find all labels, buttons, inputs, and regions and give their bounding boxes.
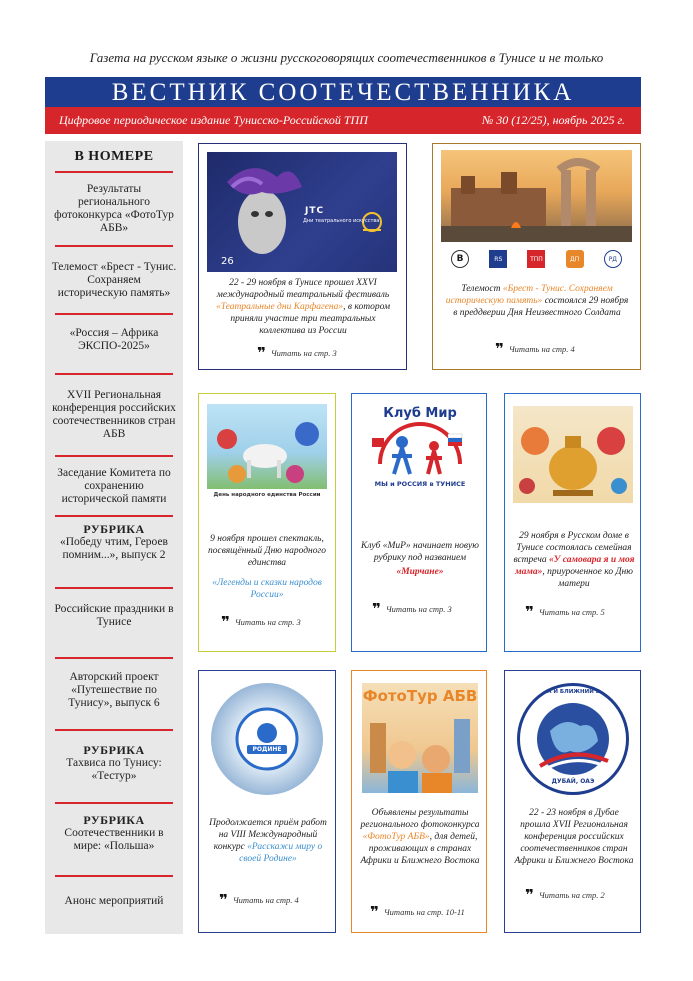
- divider: [55, 802, 173, 804]
- partner-logo: РД: [604, 250, 622, 268]
- contents-title: В НОМЕРЕ: [74, 149, 154, 164]
- article-card-dubai[interactable]: [504, 670, 641, 933]
- tagline: Газета на русском языке о жизни русскоговорящих соотечественников в Тунисе и не только: [89, 50, 604, 65]
- illustration-label: День народного единства России: [207, 489, 327, 501]
- quote-icon: ❞: [219, 891, 228, 909]
- brest-fortress-image: [441, 150, 632, 242]
- article-caption: 22 - 23 ноября в Дубае прошла XVII Региональная конференция российских соотечественников стран Африки и Ближнего Востока: [514, 808, 634, 866]
- contents-item-holidays[interactable]: Российские праздники в Тунисе: [54, 603, 174, 628]
- contents-item-poland[interactable]: РУБРИКА Соотечественники в мире: «Польша»: [64, 813, 164, 852]
- contents-item-committee[interactable]: Заседание Комитета по сохранению исторической памяти: [57, 467, 171, 505]
- partner-logo: RS: [489, 250, 507, 268]
- contents-sidebar: [45, 141, 183, 934]
- article-caption: 22 - 29 ноября в Тунисе прошел XXVI международный театральный фестиваль «Театральные дни Карфагена», в котором приняли участие три театральных коллектива из России: [215, 278, 391, 336]
- club-mir-logo: [362, 404, 478, 494]
- samovar-illustration: [513, 406, 633, 503]
- article-caption: 9 ноября прошел спектакль, посвящённый Дню народного единства: [208, 534, 326, 568]
- svg-text:26: 26: [221, 256, 234, 267]
- article-card-unity[interactable]: [198, 393, 336, 652]
- partner-logos: [441, 248, 632, 270]
- masthead-subline: [45, 107, 641, 134]
- issue-number: № 30 (12/25), ноябрь 2025 г.: [481, 113, 625, 127]
- quote-icon: ❞: [525, 603, 534, 621]
- quote-icon: ❞: [221, 613, 230, 631]
- article-card-theatre[interactable]: [198, 143, 407, 370]
- club-logo-subtitle: МЫ и РОССИЯ в ТУНИСЕ: [374, 480, 466, 488]
- contents-item-expo[interactable]: «Россия – Африка ЭКСПО-2025»: [69, 327, 159, 352]
- club-logo-title: Клуб Мир: [383, 406, 457, 421]
- contents-item-conference[interactable]: XVII Региональная конференция российских соотечественников стран АБВ: [52, 389, 176, 440]
- article-highlight: «Мирчане»: [396, 567, 444, 577]
- quote-icon: ❞: [257, 344, 266, 362]
- theatre-festival-poster: [207, 152, 397, 272]
- read-more-link[interactable]: ❞ Читать на стр. 3: [257, 344, 337, 362]
- article-card-samovar[interactable]: [504, 393, 641, 652]
- read-more-link[interactable]: ❞ Читать на стр. 3: [221, 613, 301, 631]
- phototour-title: ФотоТур АБВ: [362, 687, 478, 705]
- theatre-mask-image: [207, 152, 397, 272]
- article-card-brest[interactable]: [432, 143, 641, 370]
- contest-emblem: [211, 683, 323, 795]
- read-more-link[interactable]: ❞ Читать на стр. 2: [525, 886, 605, 904]
- divider: [55, 171, 173, 173]
- divider: [55, 729, 173, 731]
- divider: [55, 875, 173, 877]
- folk-tales-illustration: [207, 404, 327, 501]
- article-caption: Объявлены результаты регионального фотоконкурса «ФотоТур АБВ», для детей, проживающих в странах Африки и Ближнего Востока: [360, 808, 480, 866]
- divider: [55, 245, 173, 247]
- contents-item-announcements[interactable]: Анонс мероприятий: [64, 895, 164, 907]
- article-caption: Телемост «Брест - Тунис. Сохраняем историческую память» состоялся 29 ноября в преддверии Дня Неизвестного Солдата: [445, 284, 629, 318]
- contents-item-testour[interactable]: РУБРИКА Тахвиса по Тунису: «Тестур»: [66, 743, 162, 782]
- article-card-phototour[interactable]: [351, 670, 487, 933]
- article-caption: Продолжается приём работ на VIII Международный конкурс «Расскажи миру о своей Родине»: [209, 818, 327, 864]
- emblem-label: РОДИНЕ: [252, 746, 282, 753]
- quote-icon: ❞: [495, 340, 504, 358]
- read-more-link[interactable]: ❞ Читать на стр. 4: [495, 340, 575, 358]
- article-card-club[interactable]: [351, 393, 487, 652]
- divider: [55, 455, 173, 457]
- publication-subtitle: Цифровое периодическое издание Тунисско-Российской ТПП: [59, 113, 368, 127]
- quote-icon: ❞: [525, 886, 534, 904]
- contents-item-victory[interactable]: РУБРИКА «Победу чтим, Героев помним...», выпуск 2: [60, 522, 168, 561]
- read-more-link[interactable]: ❞ Читать на стр. 3: [372, 600, 452, 618]
- quote-icon: ❞: [370, 903, 379, 921]
- article-caption: 29 ноября в Русском доме в Тунисе состоялась семейная встреча «У самовара я и моя мама», приуроченное ко Дню матери: [513, 531, 635, 589]
- read-more-link[interactable]: ❞ Читать на стр. 4: [219, 891, 299, 909]
- newspaper-title: ВЕСТНИК СООТЕЧЕСТВЕННИКА: [45, 77, 641, 107]
- divider: [55, 587, 173, 589]
- divider: [55, 657, 173, 659]
- read-more-link[interactable]: ❞ Читать на стр. 5: [525, 603, 605, 621]
- divider: [55, 373, 173, 375]
- article-highlight: «Легенды и сказки народов России»: [212, 578, 322, 600]
- contents-item-phototour[interactable]: Результаты регионального фотоконкурса «ФотоТур АБВ»: [54, 183, 174, 234]
- contents-item-travel[interactable]: Авторский проект «Путешествие по Тунису», выпуск 6: [68, 671, 160, 709]
- emblem-bottom-text: ДУБАЙ, ОАЭ: [551, 778, 595, 785]
- article-caption: Клуб «МиР» начинает новую рубрику под названием: [361, 541, 479, 563]
- divider: [55, 515, 173, 517]
- festival-poster-subtitle: Дни театрального искусства: [303, 218, 380, 224]
- festival-logo-text: JTC: [305, 206, 325, 216]
- masthead: [45, 77, 641, 134]
- emblem-top-text: АФРИКА И БЛИЖНИЙ ВОСТОК: [524, 689, 622, 695]
- quote-icon: ❞: [372, 600, 381, 618]
- partner-logo: B: [451, 250, 469, 268]
- divider: [55, 313, 173, 315]
- read-more-link[interactable]: ❞ Читать на стр. 10-11: [370, 903, 465, 921]
- article-card-contest[interactable]: [198, 670, 336, 933]
- partner-logo: ДП: [566, 250, 584, 268]
- phototour-illustration: [362, 683, 478, 793]
- partner-logo: ТПП: [527, 250, 545, 268]
- contents-item-telebridge[interactable]: Телемост «Брест - Тунис. Сохраняем историческую память»: [51, 261, 177, 299]
- conference-emblem: [517, 683, 629, 795]
